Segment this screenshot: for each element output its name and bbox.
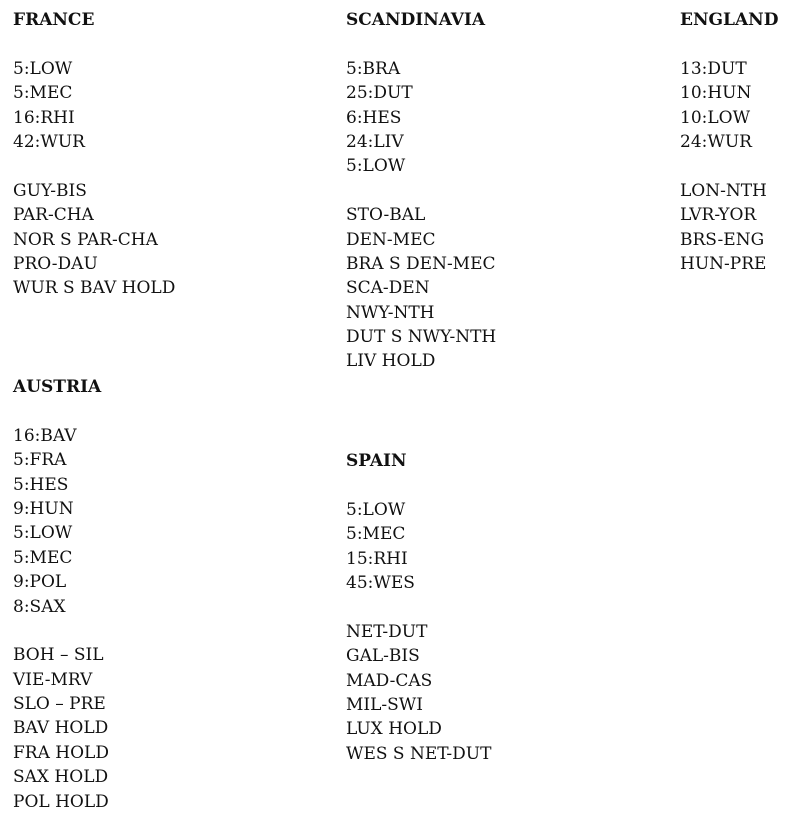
order-entry: MAD-CAS bbox=[346, 670, 433, 691]
order-entry: STO-BAL bbox=[346, 205, 426, 226]
order-entry: POL HOLD bbox=[13, 791, 109, 812]
spacer bbox=[13, 32, 175, 56]
build-entry: 25:DUT bbox=[346, 83, 413, 104]
build-entry: 24:WUR bbox=[680, 131, 752, 152]
spacer bbox=[346, 32, 496, 56]
order-entry: LIV HOLD bbox=[346, 351, 436, 372]
order-entry: LON-NTH bbox=[680, 180, 767, 201]
order-entry: NOR S PAR-CHA bbox=[13, 229, 158, 250]
build-entry: 5:LOW bbox=[13, 58, 73, 79]
order-entry: LUX HOLD bbox=[346, 719, 442, 740]
build-entry: 9:POL bbox=[13, 572, 67, 593]
order-entry: BOH – SIL bbox=[13, 645, 104, 666]
section-title: FRANCE bbox=[13, 10, 95, 30]
order-entry: NWY-NTH bbox=[346, 302, 435, 323]
spacer bbox=[13, 399, 109, 423]
build-entry: 13:DUT bbox=[680, 58, 747, 79]
section-title: ENGLAND bbox=[680, 10, 779, 30]
spacer bbox=[13, 154, 175, 178]
order-entry: WES S NET-DUT bbox=[346, 743, 492, 764]
build-entry: 16:RHI bbox=[13, 107, 75, 128]
build-entry: 10:LOW bbox=[680, 107, 751, 128]
spacer bbox=[13, 619, 109, 643]
austria-section bbox=[13, 375, 109, 814]
build-entry: 45:WES bbox=[346, 572, 415, 593]
england-section bbox=[680, 8, 778, 276]
order-entry: LVR-YOR bbox=[680, 205, 757, 226]
order-entry: GAL-BIS bbox=[346, 646, 420, 667]
france-section bbox=[13, 8, 175, 301]
scandinavia-section bbox=[346, 8, 496, 374]
build-entry: 42:WUR bbox=[13, 131, 85, 152]
spacer bbox=[346, 179, 496, 203]
order-entry: BRS-ENG bbox=[680, 229, 765, 250]
order-entry: PRO-DAU bbox=[13, 253, 98, 274]
spacer bbox=[346, 595, 491, 619]
build-entry: 5:LOW bbox=[346, 156, 406, 177]
order-entry: BAV HOLD bbox=[13, 718, 109, 739]
build-entry: 9:HUN bbox=[13, 498, 74, 519]
order-entry: VIE-MRV bbox=[13, 669, 93, 690]
order-entry: SLO – PRE bbox=[13, 694, 106, 715]
build-entry: 15:RHI bbox=[346, 548, 408, 569]
build-entry: 5:MEC bbox=[13, 547, 73, 568]
build-entry: 5:FRA bbox=[13, 450, 67, 471]
build-entry: 5:HES bbox=[13, 474, 69, 495]
order-entry: HUN-PRE bbox=[680, 253, 767, 274]
spain-section bbox=[346, 449, 491, 766]
build-entry: 5:BRA bbox=[346, 58, 401, 79]
build-entry: 5:LOW bbox=[13, 523, 73, 544]
build-entry: 10:HUN bbox=[680, 83, 752, 104]
build-entry: 8:SAX bbox=[13, 596, 66, 617]
section-title: SCANDINAVIA bbox=[346, 10, 486, 30]
order-entry: SCA-DEN bbox=[346, 278, 430, 299]
order-entry: NET-DUT bbox=[346, 621, 428, 642]
section-title: AUSTRIA bbox=[13, 377, 102, 397]
order-entry: DEN-MEC bbox=[346, 229, 436, 250]
build-entry: 5:LOW bbox=[346, 499, 406, 520]
spacer bbox=[680, 154, 778, 178]
order-entry: FRA HOLD bbox=[13, 742, 109, 763]
order-entry: MIL-SWI bbox=[346, 694, 423, 715]
build-entry: 24:LIV bbox=[346, 131, 404, 152]
build-entry: 16:BAV bbox=[13, 425, 77, 446]
order-entry: WUR S BAV HOLD bbox=[13, 278, 176, 299]
spacer bbox=[680, 32, 778, 56]
build-entry: 6:HES bbox=[346, 107, 402, 128]
order-entry: SAX HOLD bbox=[13, 767, 109, 788]
order-entry: DUT S NWY-NTH bbox=[346, 327, 497, 348]
order-entry: GUY-BIS bbox=[13, 180, 87, 201]
order-entry: BRA S DEN-MEC bbox=[346, 253, 496, 274]
order-entry: PAR-CHA bbox=[13, 205, 94, 226]
build-entry: 5:MEC bbox=[346, 524, 406, 545]
spacer bbox=[346, 473, 491, 497]
build-entry: 5:MEC bbox=[13, 83, 73, 104]
section-title: SPAIN bbox=[346, 451, 407, 471]
